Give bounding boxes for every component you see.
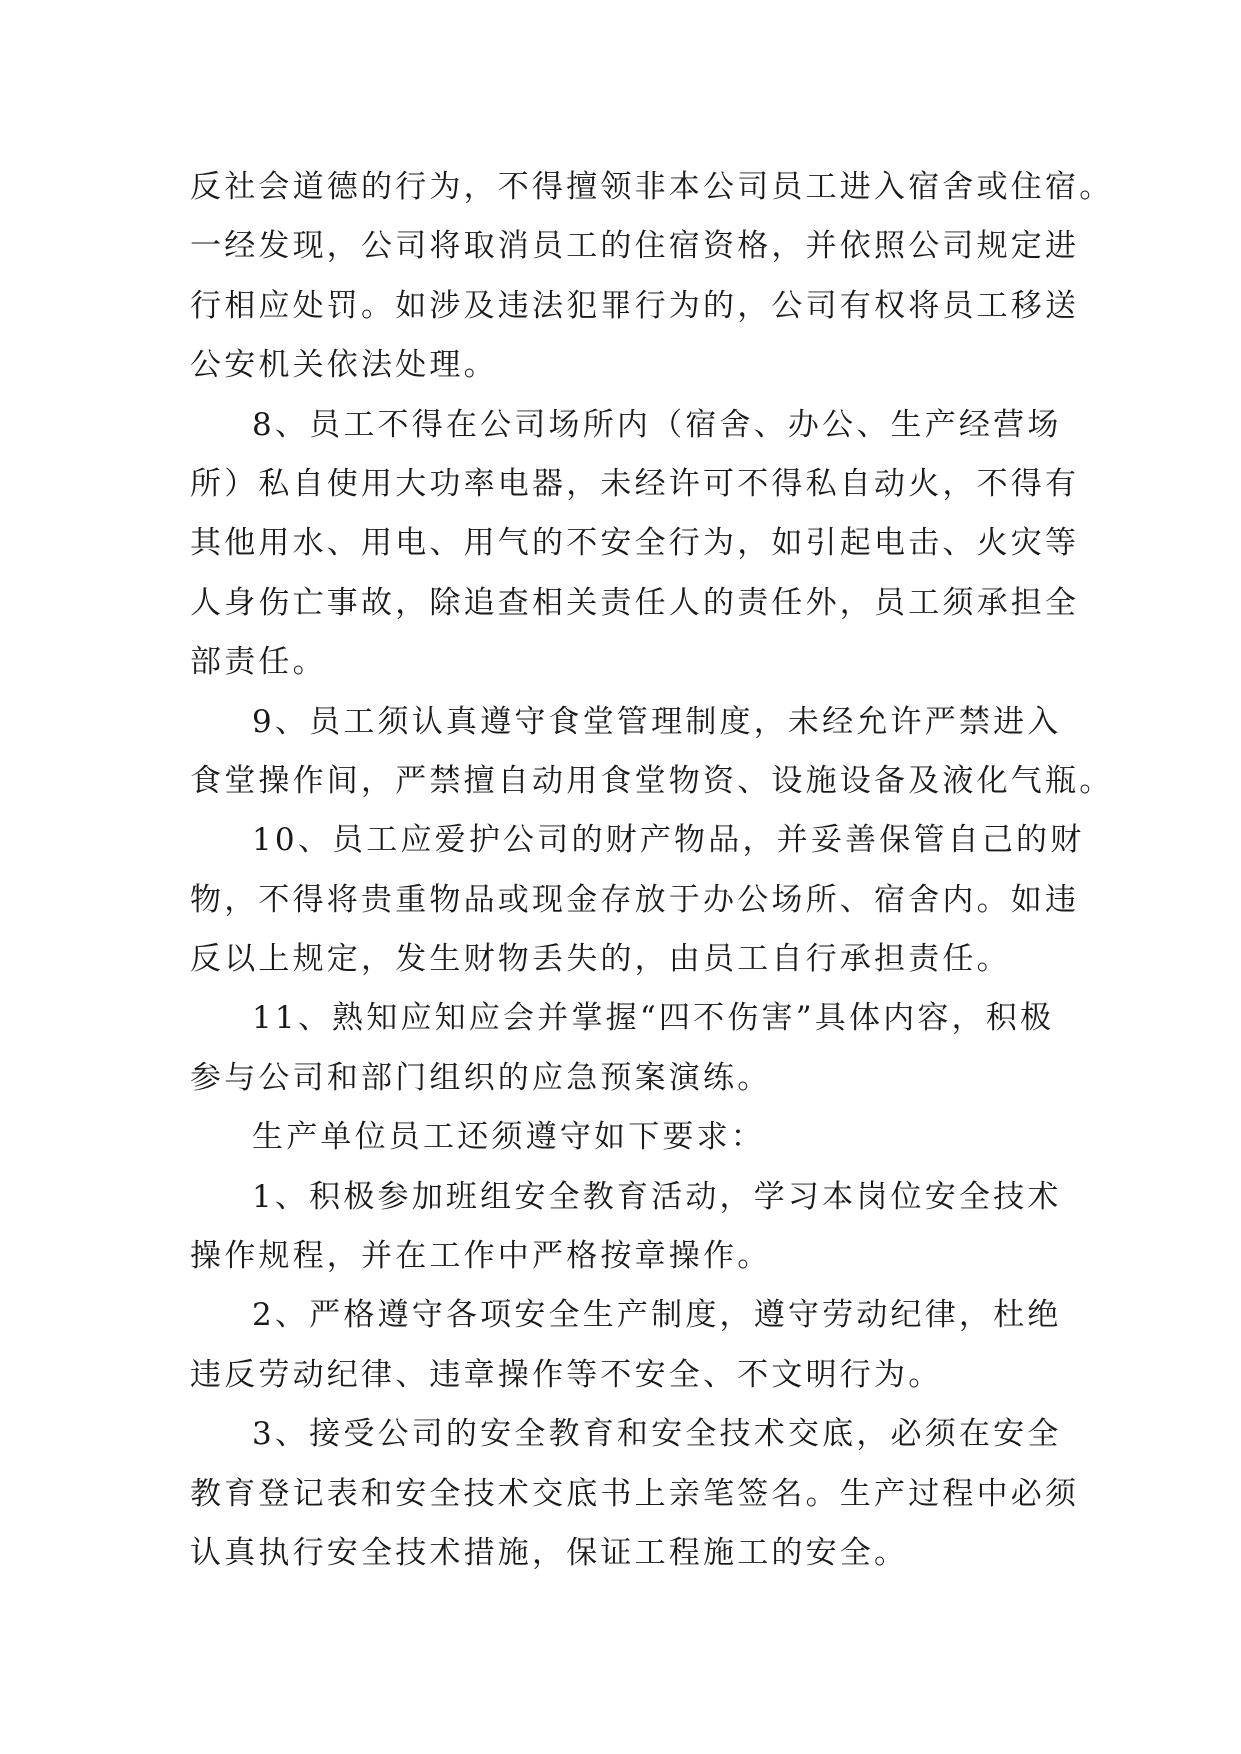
text-line: 10、员工应爱护公司的财产物品，并妥善保管自己的财 xyxy=(252,822,1085,859)
document-body xyxy=(190,158,1114,1583)
text-line: 认真执行安全技术措施，保证工程施工的安全。 xyxy=(190,1534,909,1571)
text-line: 一经发现，公司将取消员工的住宿资格，并依照公司规定进 xyxy=(190,228,1080,265)
text-line: 人身伤亡事故，除追查相关责任人的责任外，员工须承担全 xyxy=(190,584,1080,621)
text-line: 食堂操作间，严禁擅自动用食堂物资、设施设备及液化气瓶。 xyxy=(190,762,1114,799)
text-line: 操作规程，并在工作中严格按章操作。 xyxy=(190,1238,772,1275)
text-line: 其他用水、用电、用气的不安全行为，如引起电击、火灾等 xyxy=(190,525,1080,562)
text-line: 1、积极参加班组安全教育活动，学习本岗位安全技术 xyxy=(252,1178,1062,1215)
text-line: 所）私自使用大功率电器，未经许可不得私自动火，不得有 xyxy=(190,465,1080,502)
text-line: 物，不得将贵重物品或现金存放于办公场所、宿舍内。如违 xyxy=(190,881,1080,918)
text-line: 8、员工不得在公司场所内（宿舍、办公、生产经营场 xyxy=(252,406,1062,443)
text-line: 教育登记表和安全技术交底书上亲笔签名。生产过程中必须 xyxy=(190,1475,1080,1512)
text-line: 参与公司和部门组织的应急预案演练。 xyxy=(190,1059,772,1096)
text-line: 9、员工须认真遵守食堂管理制度，未经允许严禁进入 xyxy=(252,703,1062,740)
text-line: 反社会道德的行为，不得擅领非本公司员工进入宿舍或住宿。 xyxy=(190,169,1114,205)
text-line: 部责任。 xyxy=(190,644,327,681)
text-line: 公安机关依法处理。 xyxy=(190,347,498,384)
text-line: 2、严格遵守各项安全生产制度，遵守劳动纪律，杜绝 xyxy=(252,1297,1062,1334)
text-line: 生产单位员工还须遵守如下要求： xyxy=(252,1119,765,1156)
text-line: 反以上规定，发生财物丢失的，由员工自行承担责任。 xyxy=(190,941,1011,978)
text-line: 行相应处罚。如涉及违法犯罪行为的，公司有权将员工移送 xyxy=(190,287,1080,324)
text-line: 违反劳动纪律、违章操作等不安全、不文明行为。 xyxy=(190,1356,943,1393)
text-line: 3、接受公司的安全教育和安全技术交底，必须在安全 xyxy=(252,1416,1062,1453)
text-line: 11、熟知应知应会并掌握“四不伤害”具体内容，积极 xyxy=(252,1000,1055,1037)
